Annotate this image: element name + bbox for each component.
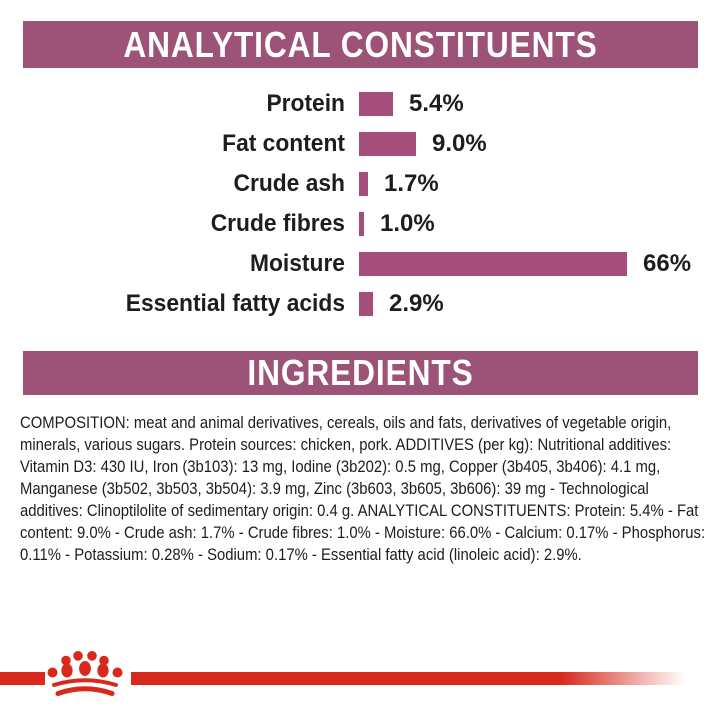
red-stripe-left <box>0 672 45 685</box>
red-stripe-right <box>131 672 697 685</box>
chart-row-fat-content <box>0 124 720 164</box>
chart-value-label: 2.9% <box>389 290 444 317</box>
chart-category-label: Essential fatty acids <box>125 290 346 317</box>
chart-category-label: Protein <box>266 90 345 117</box>
chart-value-label: 66% <box>643 250 692 277</box>
chart-row-crude-fibres <box>0 204 720 244</box>
analytical-constituents-bar-chart <box>0 84 720 324</box>
analytical-constituents-title: ANALYTICAL CONSTITUENTS <box>123 23 598 65</box>
chart-bar <box>359 252 627 276</box>
ingredients-header-bar <box>23 351 698 395</box>
chart-category-label: Crude fibres <box>210 210 345 237</box>
composition-text: COMPOSITION: meat and animal derivatives, cereals, oils and fats, derivatives of vegetable origin, minerals, various sugars. Protein sources: chicken, pork. ADDITIVES (per kg): Nutritional additives: Vitamin D3: 430 IU, Iron (3b103): 13 mg, Iodine (3b202): 0.5 mg, Copper (3b405, 3b406): 4.1 mg, Manganese (3b502, 3b503, 3b504): 3.9 mg, Zinc (3b603, 3b605, 3b606): 39 mg - Technological additives: Clinoptilolite of sedimentary origin: 0.4 g. ANALYTICAL CONSTITUENTS: Protein: 5.4% - Fat content: 9.0% - Crude ash: 1.7% - Crude fibres: 1.0% - Moisture: 66.0% - Calcium: 0.17% - Phosphorus: 0.11% - Potassium: 0.28% - Sodium: 0.17% - Essential fatty acid (linoleic acid): 2.9%. <box>20 414 706 564</box>
chart-bar <box>359 132 416 156</box>
chart-bar <box>359 292 373 316</box>
chart-row-essential-fatty-acids <box>0 284 720 324</box>
chart-bar <box>359 92 393 116</box>
chart-bar <box>359 212 364 236</box>
chart-value-label: 1.7% <box>384 170 439 197</box>
chart-category-label: Fat content <box>222 130 345 157</box>
chart-value-label: 5.4% <box>409 90 464 117</box>
chart-value-label: 1.0% <box>380 210 435 237</box>
royal-canin-crown-icon <box>44 650 126 702</box>
chart-row-protein <box>0 84 720 124</box>
chart-row-crude-ash <box>0 164 720 204</box>
chart-bar <box>359 172 368 196</box>
chart-category-label: Crude ash <box>233 170 345 197</box>
analytical-constituents-header-bar <box>23 21 698 68</box>
chart-row-moisture <box>0 244 720 284</box>
chart-value-label: 9.0% <box>432 130 487 157</box>
chart-category-label: Moisture <box>249 250 345 277</box>
ingredients-title: INGREDIENTS <box>247 352 474 393</box>
